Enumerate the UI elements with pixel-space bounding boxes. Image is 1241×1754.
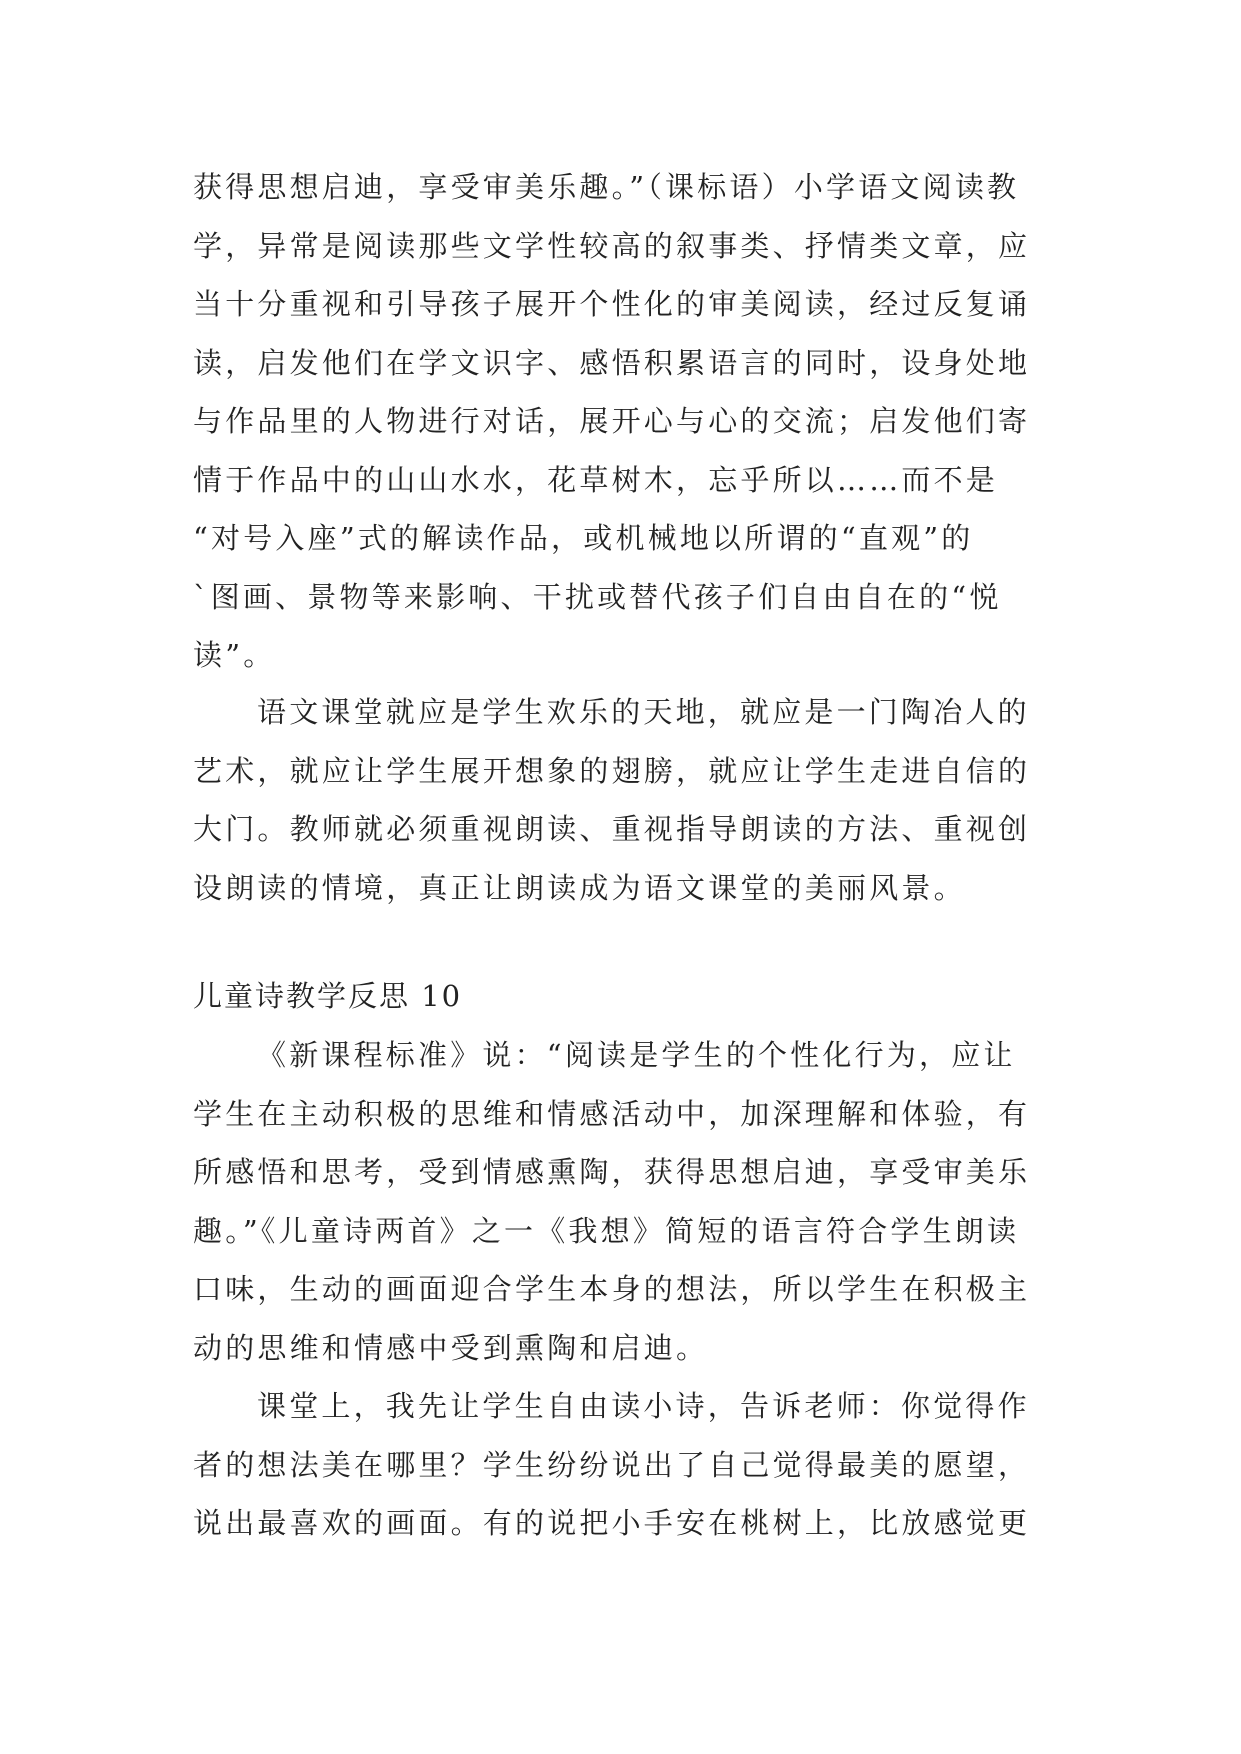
text-line: 趣。”《儿童诗两首》之一《我想》简短的语言符合学生朗读 bbox=[193, 1213, 1020, 1248]
text-line: 情于作品中的山山水水，花草树木，忘乎所以……而不是 bbox=[193, 462, 999, 497]
section-heading: 儿童诗教学反思 10 bbox=[193, 979, 463, 1013]
paragraph-continued bbox=[193, 158, 1053, 685]
paragraph-classroom bbox=[193, 683, 1053, 917]
text-line: 获得思想启迪，享受审美乐趣。”（课标语）小学语文阅读教 bbox=[193, 170, 1020, 204]
text-line: 课堂上，我先让学生自由读小诗，告诉老师：你觉得作 bbox=[257, 1389, 1030, 1423]
text-line: 大门。教师就必须重视朗读、重视指导朗读的方法、重视创 bbox=[193, 812, 1031, 846]
paragraph-curriculum bbox=[193, 1026, 1053, 1377]
text-line: 《新课程标准》说：“阅读是学生的个性化行为，应让 bbox=[257, 1038, 1016, 1072]
text-line: 口味，生动的画面迎合学生本身的想法，所以学生在积极主 bbox=[193, 1272, 1031, 1306]
text-line: 学，异常是阅读那些文学性较高的叙事类、抒情类文章，应 bbox=[193, 228, 1031, 263]
text-line: 设朗读的情境，真正让朗读成为语文课堂的美丽风景。 bbox=[193, 870, 966, 905]
text-line: 动的思维和情感中受到熏陶和启迪。 bbox=[193, 1330, 709, 1365]
text-line: 艺术，就应让学生展开想象的翅膀，就应让学生走进自信的 bbox=[193, 753, 1031, 788]
text-line: 当十分重视和引导孩子展开个性化的审美阅读，经过反复诵 bbox=[193, 287, 1031, 321]
text-line: 读”。 bbox=[193, 638, 276, 672]
text-line: “对号入座”式的解读作品，或机械地以所谓的“直观”的 bbox=[193, 521, 974, 555]
text-line: `图画、景物等来影响、干扰或替代孩子们自由自在的“悦 bbox=[193, 579, 1002, 614]
text-line: 读，启发他们在学文识字、感悟积累语言的同时，设身处地 bbox=[193, 345, 1031, 380]
text-line: 者的想法美在哪里？学生纷纷说出了自己觉得最美的愿望， bbox=[193, 1447, 1031, 1482]
paragraph-lesson bbox=[193, 1377, 1053, 1553]
text-line: 说出最喜欢的画面。有的说把小手安在桃树上，比放感觉更 bbox=[193, 1506, 1031, 1540]
text-line: 语文课堂就应是学生欢乐的天地，就应是一门陶冶人的 bbox=[257, 695, 1030, 729]
text-line: 学生在主动积极的思维和情感活动中，加深理解和体验，有 bbox=[193, 1096, 1031, 1131]
text-line: 所感悟和思考，受到情感熏陶，获得思想启迪，享受审美乐 bbox=[193, 1155, 1031, 1189]
text-line: 与作品里的人物进行对话，展开心与心的交流；启发他们寄 bbox=[193, 404, 1031, 438]
